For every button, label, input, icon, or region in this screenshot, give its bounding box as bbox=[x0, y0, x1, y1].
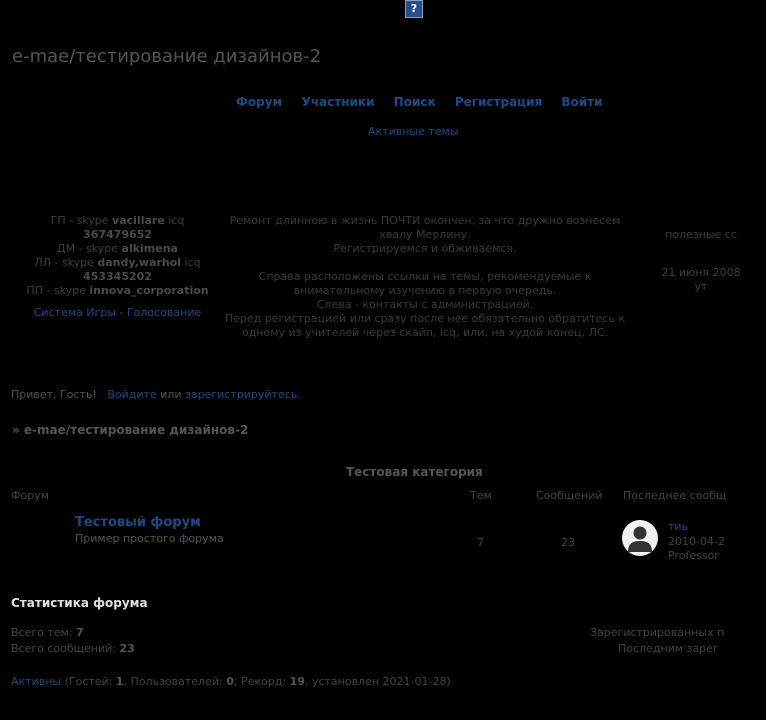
contact-gp-icq: 367479652 bbox=[83, 228, 152, 241]
announcement-line: Слева - контакты с администрацией. bbox=[316, 298, 534, 311]
admin-contacts bbox=[10, 214, 225, 320]
right-column bbox=[636, 228, 766, 294]
contact-ll-icq: 453345202 bbox=[83, 270, 152, 283]
greeting: Привет, Гость! Войдите или зарегистрируйтесь. bbox=[11, 388, 301, 401]
nav-forum[interactable]: Форум bbox=[236, 95, 283, 109]
header-last-post: Последнее сообщ bbox=[623, 489, 727, 502]
help-icon[interactable]: ? bbox=[405, 0, 423, 18]
online-link[interactable]: Активны bbox=[11, 675, 62, 688]
stats-topics: Всего тем: 7 bbox=[11, 626, 84, 639]
contact-gp: ГП - skype vacillare icq bbox=[50, 214, 185, 227]
forum-link[interactable]: Тестовый форум bbox=[75, 515, 201, 530]
last-post-user-link[interactable]: тиь bbox=[668, 520, 689, 533]
announcement bbox=[220, 214, 630, 340]
announcement-line: Перед регистрацией или сразу после нее обязательно обратитесь к одному из учителей через скайп, icq, или, на худой конец, ЛС. bbox=[224, 312, 626, 339]
right-column-text: ут bbox=[694, 280, 708, 293]
stats-posts: Всего сообщений: 23 bbox=[11, 642, 135, 655]
forum-topic-count: 7 bbox=[477, 536, 484, 549]
nav-search[interactable]: Поиск bbox=[393, 95, 436, 109]
announcement-line: Ремонт длинною в жизнь ПОЧТИ окончен, за что дружно вознесем хвалу Мерлину. bbox=[229, 214, 621, 241]
stats-last-registered: Последним зарег bbox=[618, 642, 719, 655]
avatar-icon[interactable] bbox=[622, 520, 658, 556]
header-forum: Форум bbox=[11, 489, 49, 502]
stats-registered: Зарегистрированных п bbox=[590, 626, 725, 639]
online-users: Активны (Гостей: 1, Пользователей: 0; Рекорд: 19, установлен 2021-01-28) bbox=[11, 675, 451, 688]
contact-pp: ПП - skype innova_corporation bbox=[26, 284, 209, 297]
forum-description: Пример простого форума bbox=[75, 532, 224, 545]
useful-links-text: полезные сс bbox=[665, 228, 737, 241]
forum-title: e-mae/тестирование дизайнов-2 bbox=[12, 46, 322, 67]
announcement-line: Регистрируемся и обживаемся. bbox=[333, 242, 517, 255]
last-post-date: 2010-04-2 bbox=[668, 535, 725, 548]
nav-register[interactable]: Регистрация bbox=[454, 95, 543, 109]
register-link[interactable]: зарегистрируйтесь. bbox=[185, 388, 301, 401]
date-text: 21 июня 2008 bbox=[661, 266, 741, 279]
last-post-rank: Professor bbox=[668, 549, 719, 562]
stats-title: Статистика форума bbox=[11, 596, 148, 610]
main-nav bbox=[236, 95, 603, 109]
contact-dm: ДМ - skype alkimena bbox=[57, 242, 178, 255]
login-link[interactable]: Войдите bbox=[107, 388, 157, 401]
announcement-line: Справа расположены ссылки на темы, рекомендуемые к внимательному изучению в первую очередь. bbox=[258, 270, 592, 297]
game-system-link[interactable]: Система Игры - Голосование bbox=[33, 306, 202, 319]
active-topics-link[interactable]: Активные темы bbox=[368, 125, 459, 138]
contact-ll: ЛЛ - skype dandy,warhol icq bbox=[34, 256, 201, 269]
forum-post-count: 23 bbox=[561, 536, 575, 549]
category-title: Тестовая категория bbox=[346, 465, 483, 479]
header-topics: Тем bbox=[470, 489, 492, 502]
header-posts: Сообщений bbox=[536, 489, 603, 502]
nav-members[interactable]: Участники bbox=[301, 95, 375, 109]
breadcrumb: » e-mae/тестирование дизайнов-2 bbox=[12, 423, 249, 437]
nav-login[interactable]: Войти bbox=[561, 95, 603, 109]
